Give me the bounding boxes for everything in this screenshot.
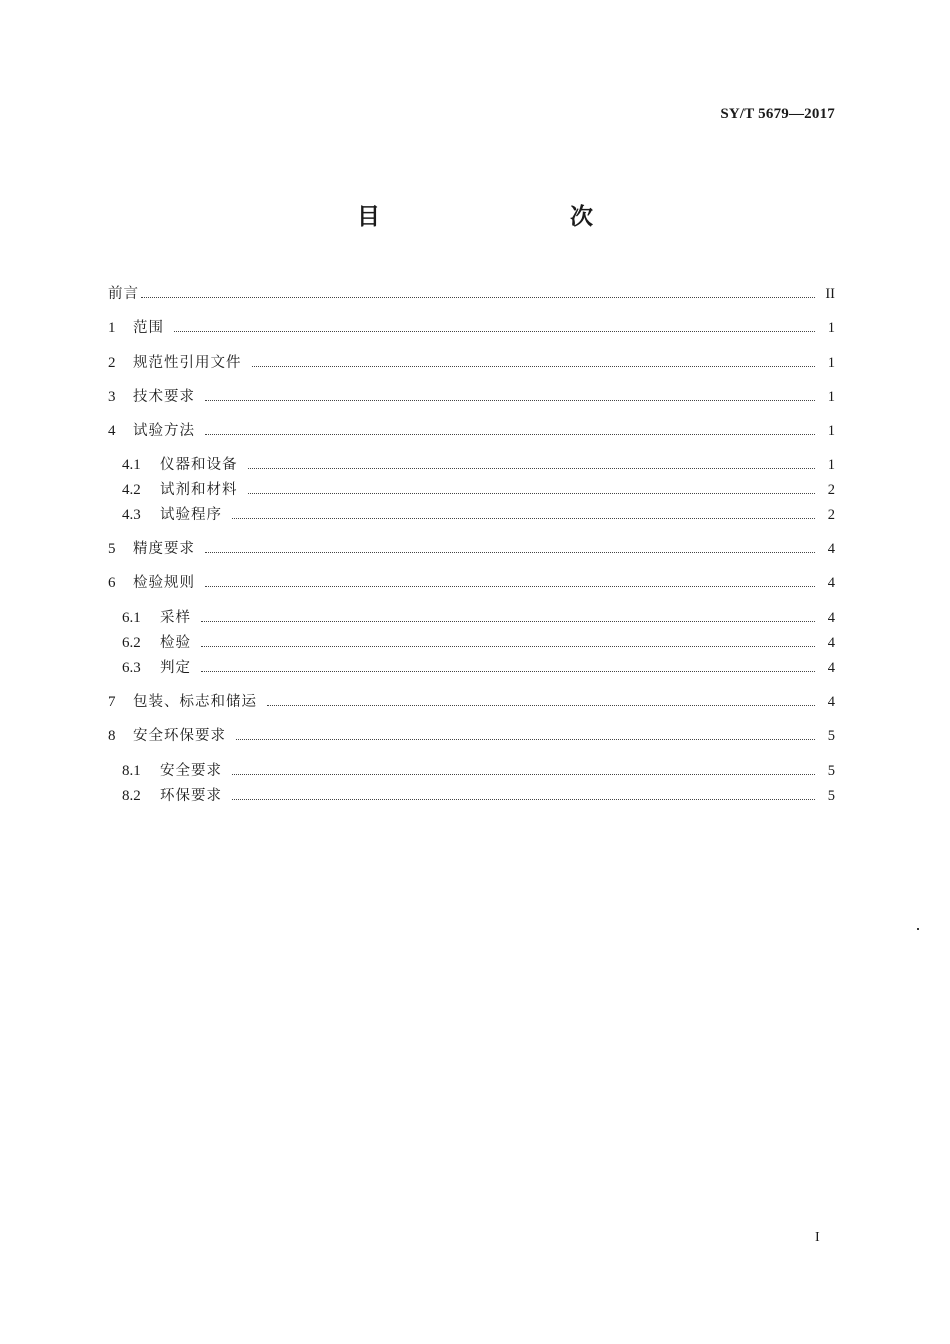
toc-number: 4.1 <box>122 457 141 473</box>
toc-label: 检验规则 <box>133 575 195 591</box>
toc-number: 8.1 <box>122 763 141 779</box>
toc-number: 6.3 <box>122 660 141 676</box>
toc-page-number: 2 <box>827 507 835 523</box>
toc-page-number: 5 <box>827 788 835 804</box>
toc-page-number: 1 <box>827 320 835 336</box>
toc-page-number: 1 <box>827 457 835 473</box>
toc-number: 5 <box>108 541 116 557</box>
toc-label: 安全环保要求 <box>133 728 226 744</box>
toc-number: 7 <box>108 694 116 710</box>
toc-entry-6[interactable] <box>108 571 835 595</box>
toc-number: 1 <box>108 320 116 336</box>
toc-label: 规范性引用文件 <box>133 355 242 371</box>
toc-label: 范围 <box>133 320 164 336</box>
toc-label: 安全要求 <box>160 763 222 779</box>
toc-entry-4-1[interactable] <box>122 453 835 477</box>
toc-entry-4-3[interactable] <box>122 503 835 527</box>
dot-leader <box>201 621 815 622</box>
toc-page-number: 1 <box>827 355 835 371</box>
toc-label: 判定 <box>160 660 191 676</box>
dot-leader <box>232 518 815 519</box>
toc-number: 8 <box>108 728 116 744</box>
dot-leader <box>252 366 816 367</box>
toc-number: 6 <box>108 575 116 591</box>
toc-label: 技术要求 <box>133 389 195 405</box>
toc-entry-4[interactable] <box>108 419 835 443</box>
page-title: 目 次 <box>357 204 641 230</box>
toc-page-number: 4 <box>827 635 835 651</box>
toc-page-number: 4 <box>827 541 835 557</box>
scan-speck <box>917 928 919 930</box>
toc-entry-preface[interactable] <box>108 282 835 306</box>
standard-code: SY/T 5679—2017 <box>720 106 835 122</box>
toc-number: 2 <box>108 355 116 371</box>
toc-entry-6-2[interactable] <box>122 631 835 655</box>
toc-page-number: 4 <box>827 660 835 676</box>
dot-leader <box>205 552 815 553</box>
toc-entry-8-1[interactable] <box>122 759 835 783</box>
toc-label: 检验 <box>160 635 191 651</box>
toc-label: 包装、标志和储运 <box>133 694 257 710</box>
toc-number: 4 <box>108 423 116 439</box>
toc-label: 环保要求 <box>160 788 222 804</box>
toc-label: 前言 <box>108 286 139 302</box>
toc-page-number: 1 <box>827 423 835 439</box>
toc-label: 采样 <box>160 610 191 626</box>
dot-leader <box>232 774 815 775</box>
dot-leader <box>205 400 815 401</box>
toc-entry-3[interactable] <box>108 385 835 409</box>
toc-label: 仪器和设备 <box>160 457 238 473</box>
dot-leader <box>205 434 815 435</box>
toc-entry-8-2[interactable] <box>122 784 835 808</box>
dot-leader <box>174 331 815 332</box>
toc-page-number: 5 <box>827 728 835 744</box>
toc-entry-6-1[interactable] <box>122 606 835 630</box>
toc-page-number: 1 <box>827 389 835 405</box>
toc-number: 4.3 <box>122 507 141 523</box>
toc-page-number: 5 <box>827 763 835 779</box>
toc-entry-6-3[interactable] <box>122 656 835 680</box>
dot-leader <box>205 586 815 587</box>
toc-page-number: 4 <box>827 610 835 626</box>
footer-page-number: I <box>815 1230 820 1245</box>
toc-number: 3 <box>108 389 116 405</box>
toc-entry-2[interactable] <box>108 351 835 375</box>
toc-number: 6.2 <box>122 635 141 651</box>
toc-entry-1[interactable] <box>108 316 835 340</box>
dot-leader <box>248 468 816 469</box>
toc-entry-7[interactable] <box>108 690 835 714</box>
dot-leader <box>232 799 815 800</box>
toc-entry-4-2[interactable] <box>122 478 835 502</box>
toc-label: 精度要求 <box>133 541 195 557</box>
toc-page-number: II <box>825 286 835 302</box>
toc-number: 8.2 <box>122 788 141 804</box>
dot-leader <box>201 671 815 672</box>
toc-entry-5[interactable] <box>108 537 835 561</box>
dot-leader <box>201 646 815 647</box>
toc-number: 4.2 <box>122 482 141 498</box>
dot-leader <box>267 705 815 706</box>
toc-page-number: 4 <box>827 575 835 591</box>
toc-label: 试验方法 <box>133 423 195 439</box>
toc-label: 试剂和材料 <box>160 482 238 498</box>
toc-number: 6.1 <box>122 610 141 626</box>
toc-page-number: 2 <box>827 482 835 498</box>
toc-page-number: 4 <box>827 694 835 710</box>
dot-leader <box>236 739 815 740</box>
toc-entry-8[interactable] <box>108 724 835 748</box>
dot-leader <box>248 493 816 494</box>
toc-label: 试验程序 <box>160 507 222 523</box>
dot-leader <box>141 297 815 298</box>
